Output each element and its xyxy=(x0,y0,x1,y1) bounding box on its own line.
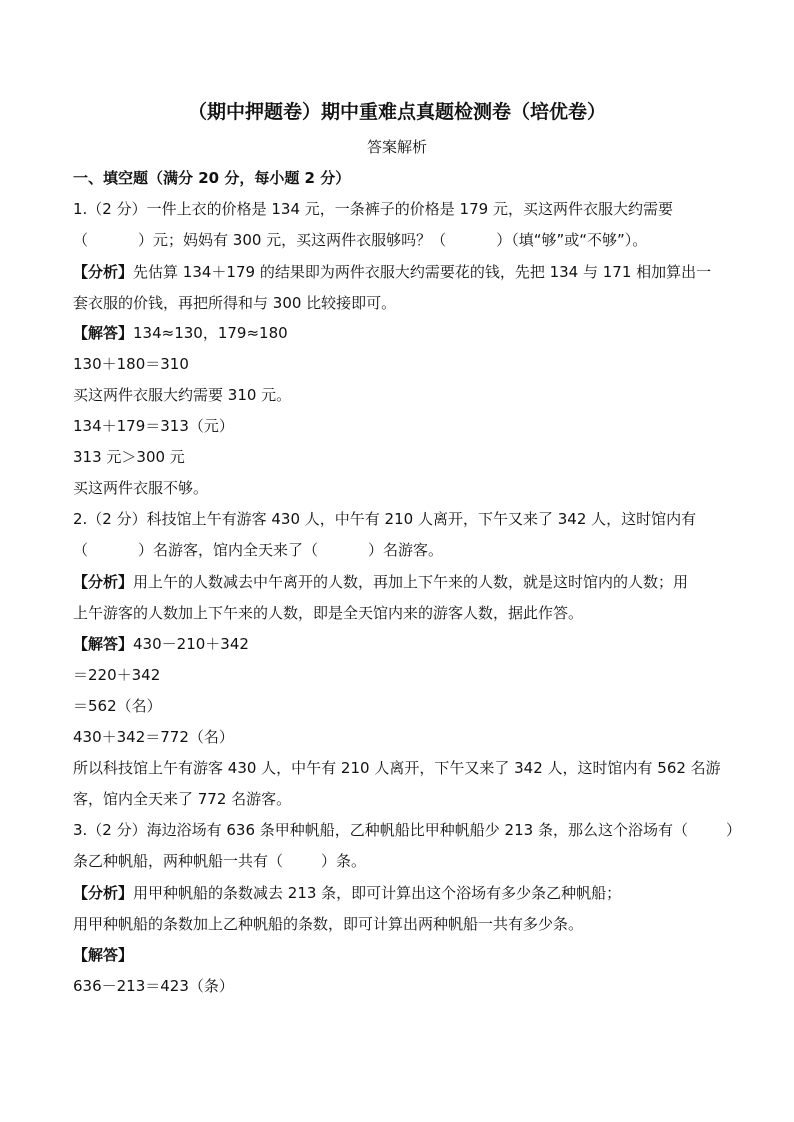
q1-answer-tag: 【解答】 xyxy=(73,324,134,342)
q1-open-paren: （ xyxy=(73,231,89,249)
q2-analysis-line1 xyxy=(73,572,688,592)
q1-stem-line1: 1.（2 分）一件上衣的价格是 134 元，一条裤子的价格是 179 元，买这两件衣服大约需要 xyxy=(73,200,673,218)
q1-work-line: 134＋179＝313（元） xyxy=(73,417,234,435)
q2-answer-text: 430－210＋342 xyxy=(133,635,249,653)
q2-analysis-text: 用上午的人数减去中午离开的人数，再加上下午来的人数，就是这时馆内的人数；用 xyxy=(133,573,689,591)
q1-analysis-text: 先估算 134＋179 的结果即为两件衣服大约需要花的钱，先把 134 与 171 相加算出一 xyxy=(133,263,712,281)
q2-answer-line1 xyxy=(73,634,249,654)
q2-work-line: 客，馆内全天来了 772 名游客。 xyxy=(73,790,292,808)
q3-stem-end: ）条。 xyxy=(321,852,367,870)
q3-analysis-line2: 用甲种帆船的条数加上乙种帆船的条数，即可计算出两种帆船一共有多少条。 xyxy=(73,915,584,933)
q2-work-line: ＝562（名） xyxy=(73,697,162,715)
q1-answer-text: 134≈130，179≈180 xyxy=(133,324,288,342)
document-subtitle: 答案解析 xyxy=(366,138,427,156)
q3-stem-line1 xyxy=(73,820,741,840)
q1-analysis-tag: 【分析】 xyxy=(73,263,134,281)
q1-work-line: 313 元＞300 元 xyxy=(73,448,185,466)
q3-stem-line2 xyxy=(73,851,366,871)
q1-work-line: 130＋180＝310 xyxy=(73,355,189,373)
q1-analysis-line1 xyxy=(73,262,711,282)
q1-answer-line1 xyxy=(73,323,288,343)
q1-stem-line2 xyxy=(73,230,647,250)
q2-work-line: 所以科技馆上午有游客 430 人，中午有 210 人离开，下午又来了 342 人，这时馆内有 562 名游 xyxy=(73,759,721,777)
q3-stem-mid: 条乙种帆船，两种帆船一共有（ xyxy=(73,852,284,870)
q3-answer-tag-line xyxy=(73,945,133,965)
q2-stem-end: ）名游客。 xyxy=(368,541,444,559)
q2-stem-line2 xyxy=(73,540,443,560)
q2-answer-tag: 【解答】 xyxy=(73,635,134,653)
q3-stem-start: 3.（2 分）海边浴场有 636 条甲种帆船，乙种帆船比甲种帆船少 213 条，那么这个浴场有（ xyxy=(73,821,688,839)
q1-analysis-line2: 套衣服的价钱，再把所得和与 300 比较接即可。 xyxy=(73,294,397,312)
q3-analysis-line1 xyxy=(73,883,621,903)
q3-analysis-text: 用甲种帆船的条数减去 213 条，即可计算出这个浴场有多少条乙种帆船； xyxy=(133,884,622,902)
section-heading: 一、填空题（满分 20 分，每小题 2 分） xyxy=(73,169,351,187)
q1-stem-mid: ）元；妈妈有 300 元，买这两件衣服够吗？（ xyxy=(138,231,447,249)
q2-work-line: ＝220＋342 xyxy=(73,666,161,684)
q1-work-line: 买这两件衣服不够。 xyxy=(73,479,209,497)
q3-answer-tag: 【解答】 xyxy=(73,946,134,964)
q1-work-line: 买这两件衣服大约需要 310 元。 xyxy=(73,386,292,404)
q3-analysis-tag: 【分析】 xyxy=(73,884,134,902)
q2-work-line: 430＋342＝772（名） xyxy=(73,728,234,746)
q2-stem-line1: 2.（2 分）科技馆上午有游客 430 人，中午有 210 人离开，下午又来了 342 人，这时馆内有 xyxy=(73,510,697,528)
q3-close-paren: ） xyxy=(725,821,741,839)
q3-work-line: 636－213＝423（条） xyxy=(73,977,234,995)
q2-stem-mid: ）名游客，馆内全天来了（ xyxy=(138,541,319,559)
q2-analysis-line2: 上午游客的人数加上下午来的人数，即是全天馆内来的游客人数，据此作答。 xyxy=(73,604,584,622)
document-title: （期中押题卷）期中重难点真题检测卷（培优卷） xyxy=(187,101,606,123)
q2-analysis-tag: 【分析】 xyxy=(73,573,134,591)
q2-open-paren: （ xyxy=(73,541,89,559)
q1-stem-end: ）（填“够”或“不够”）。 xyxy=(496,231,648,249)
